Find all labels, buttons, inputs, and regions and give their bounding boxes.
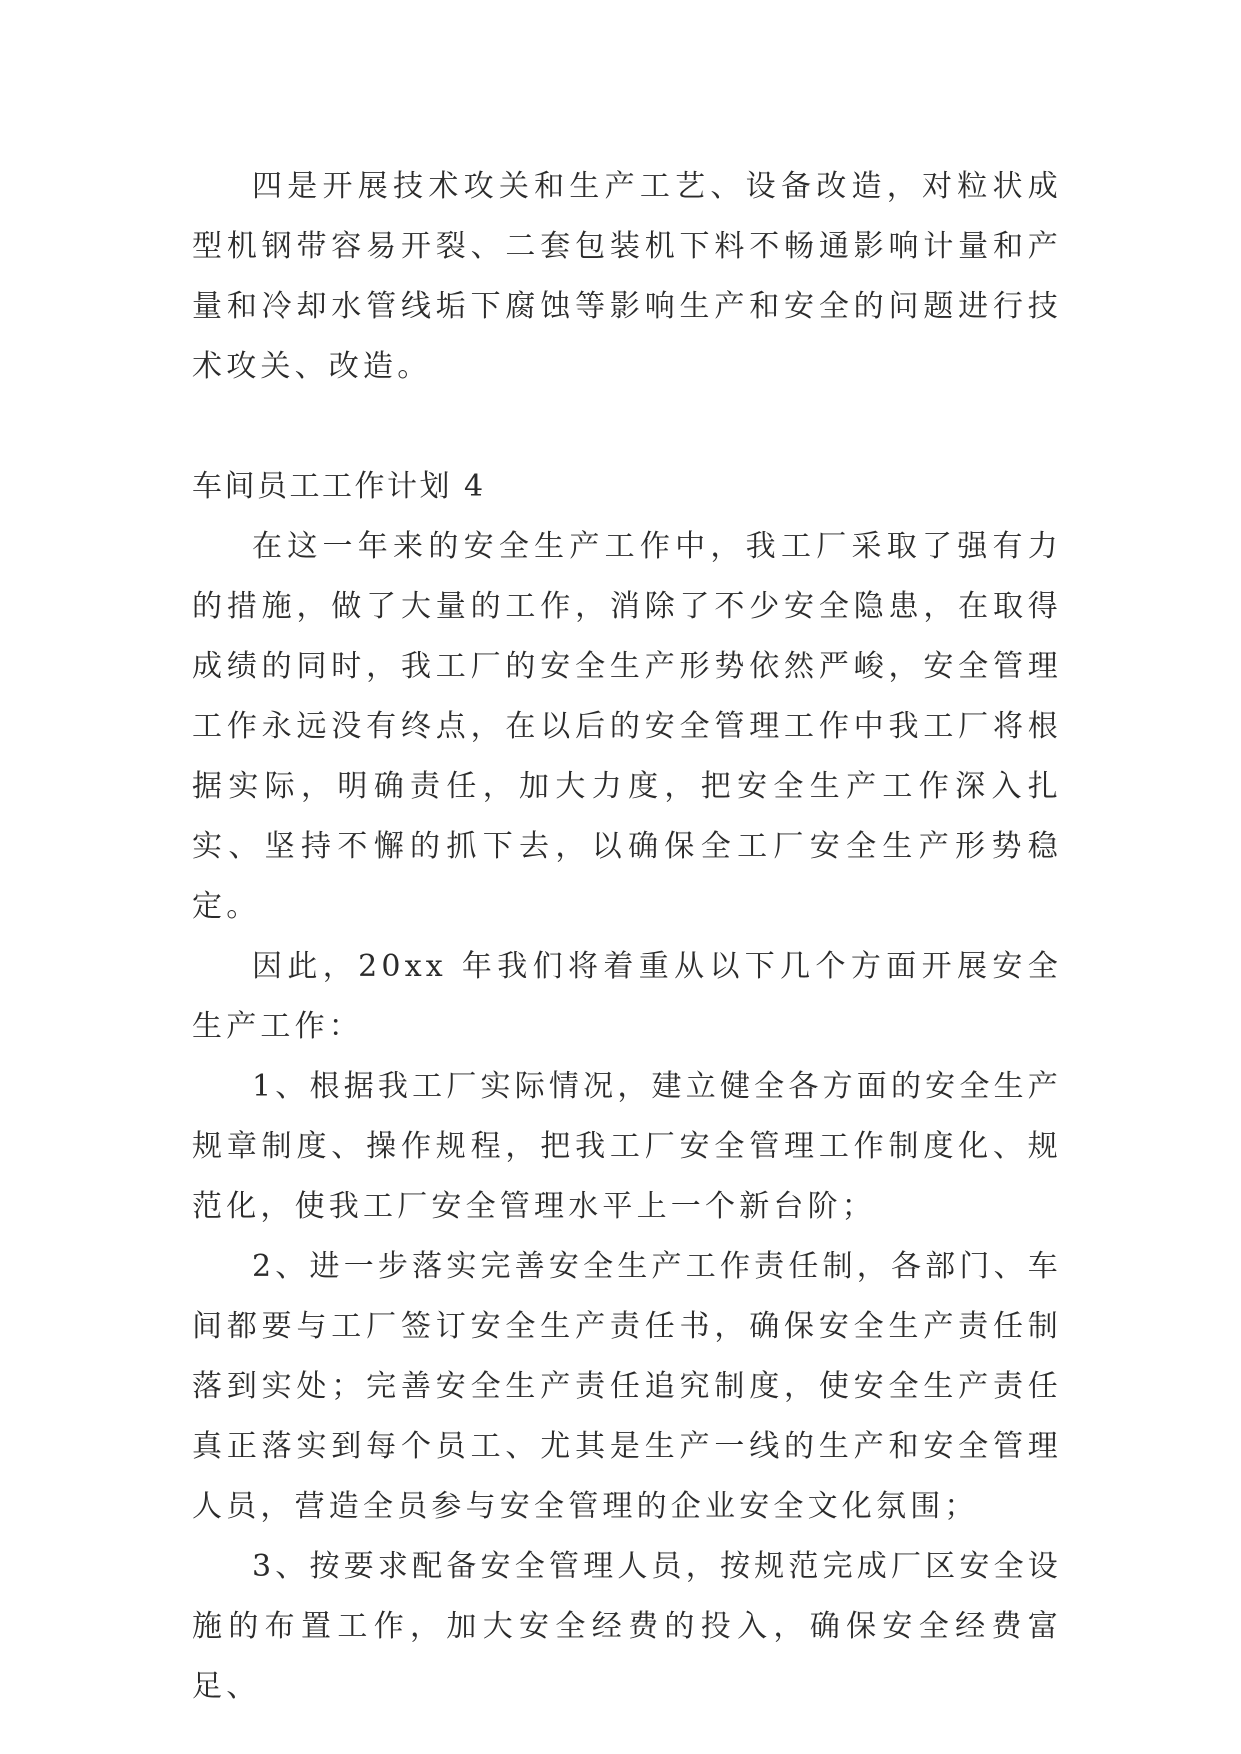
paragraph-focus: 因此，20xx 年我们将着重从以下几个方面开展安全生产工作： bbox=[192, 949, 1062, 1044]
section-title: 车间员工工作计划 4 bbox=[192, 469, 486, 504]
paragraph-item-2: 2、进一步落实完善安全生产工作责任制，各部门、车间都要与工厂签订安全生产责任书，确保安全生产责任制落到实处；完善安全生产责任追究制度，使安全生产责任真正落实到每个员工、尤其是生产一线的生产和安全管理人员，营造全员参与安全管理的企业安全文化氛围； bbox=[192, 1249, 1062, 1524]
paragraph-item-1: 1、根据我工厂实际情况，建立健全各方面的安全生产规章制度、操作规程，把我工厂安全管理工作制度化、规范化，使我工厂安全管理水平上一个新台阶； bbox=[192, 1069, 1062, 1224]
paragraph-intro: 在这一年来的安全生产工作中，我工厂采取了强有力的措施，做了大量的工作，消除了不少安全隐患，在取得成绩的同时，我工厂的安全生产形势依然严峻，安全管理工作永远没有终点，在以后的安全管理工作中我工厂将根据实际，明确责任，加大力度，把安全生产工作深入扎实、坚持不懈的抓下去，以确保全工厂安全生产形势稳定。 bbox=[192, 529, 1062, 924]
paragraph-tech-improvement: 四是开展技术攻关和生产工艺、设备改造，对粒状成型机钢带容易开裂、二套包装机下料不畅通影响计量和产量和冷却水管线垢下腐蚀等影响生产和安全的问题进行技术攻关、改造。 bbox=[192, 169, 1062, 384]
document-body bbox=[192, 157, 1062, 1717]
paragraph-item-3: 3、按要求配备安全管理人员，按规范完成厂区安全设施的布置工作，加大安全经费的投入，确保安全经费富足、 bbox=[192, 1549, 1062, 1704]
